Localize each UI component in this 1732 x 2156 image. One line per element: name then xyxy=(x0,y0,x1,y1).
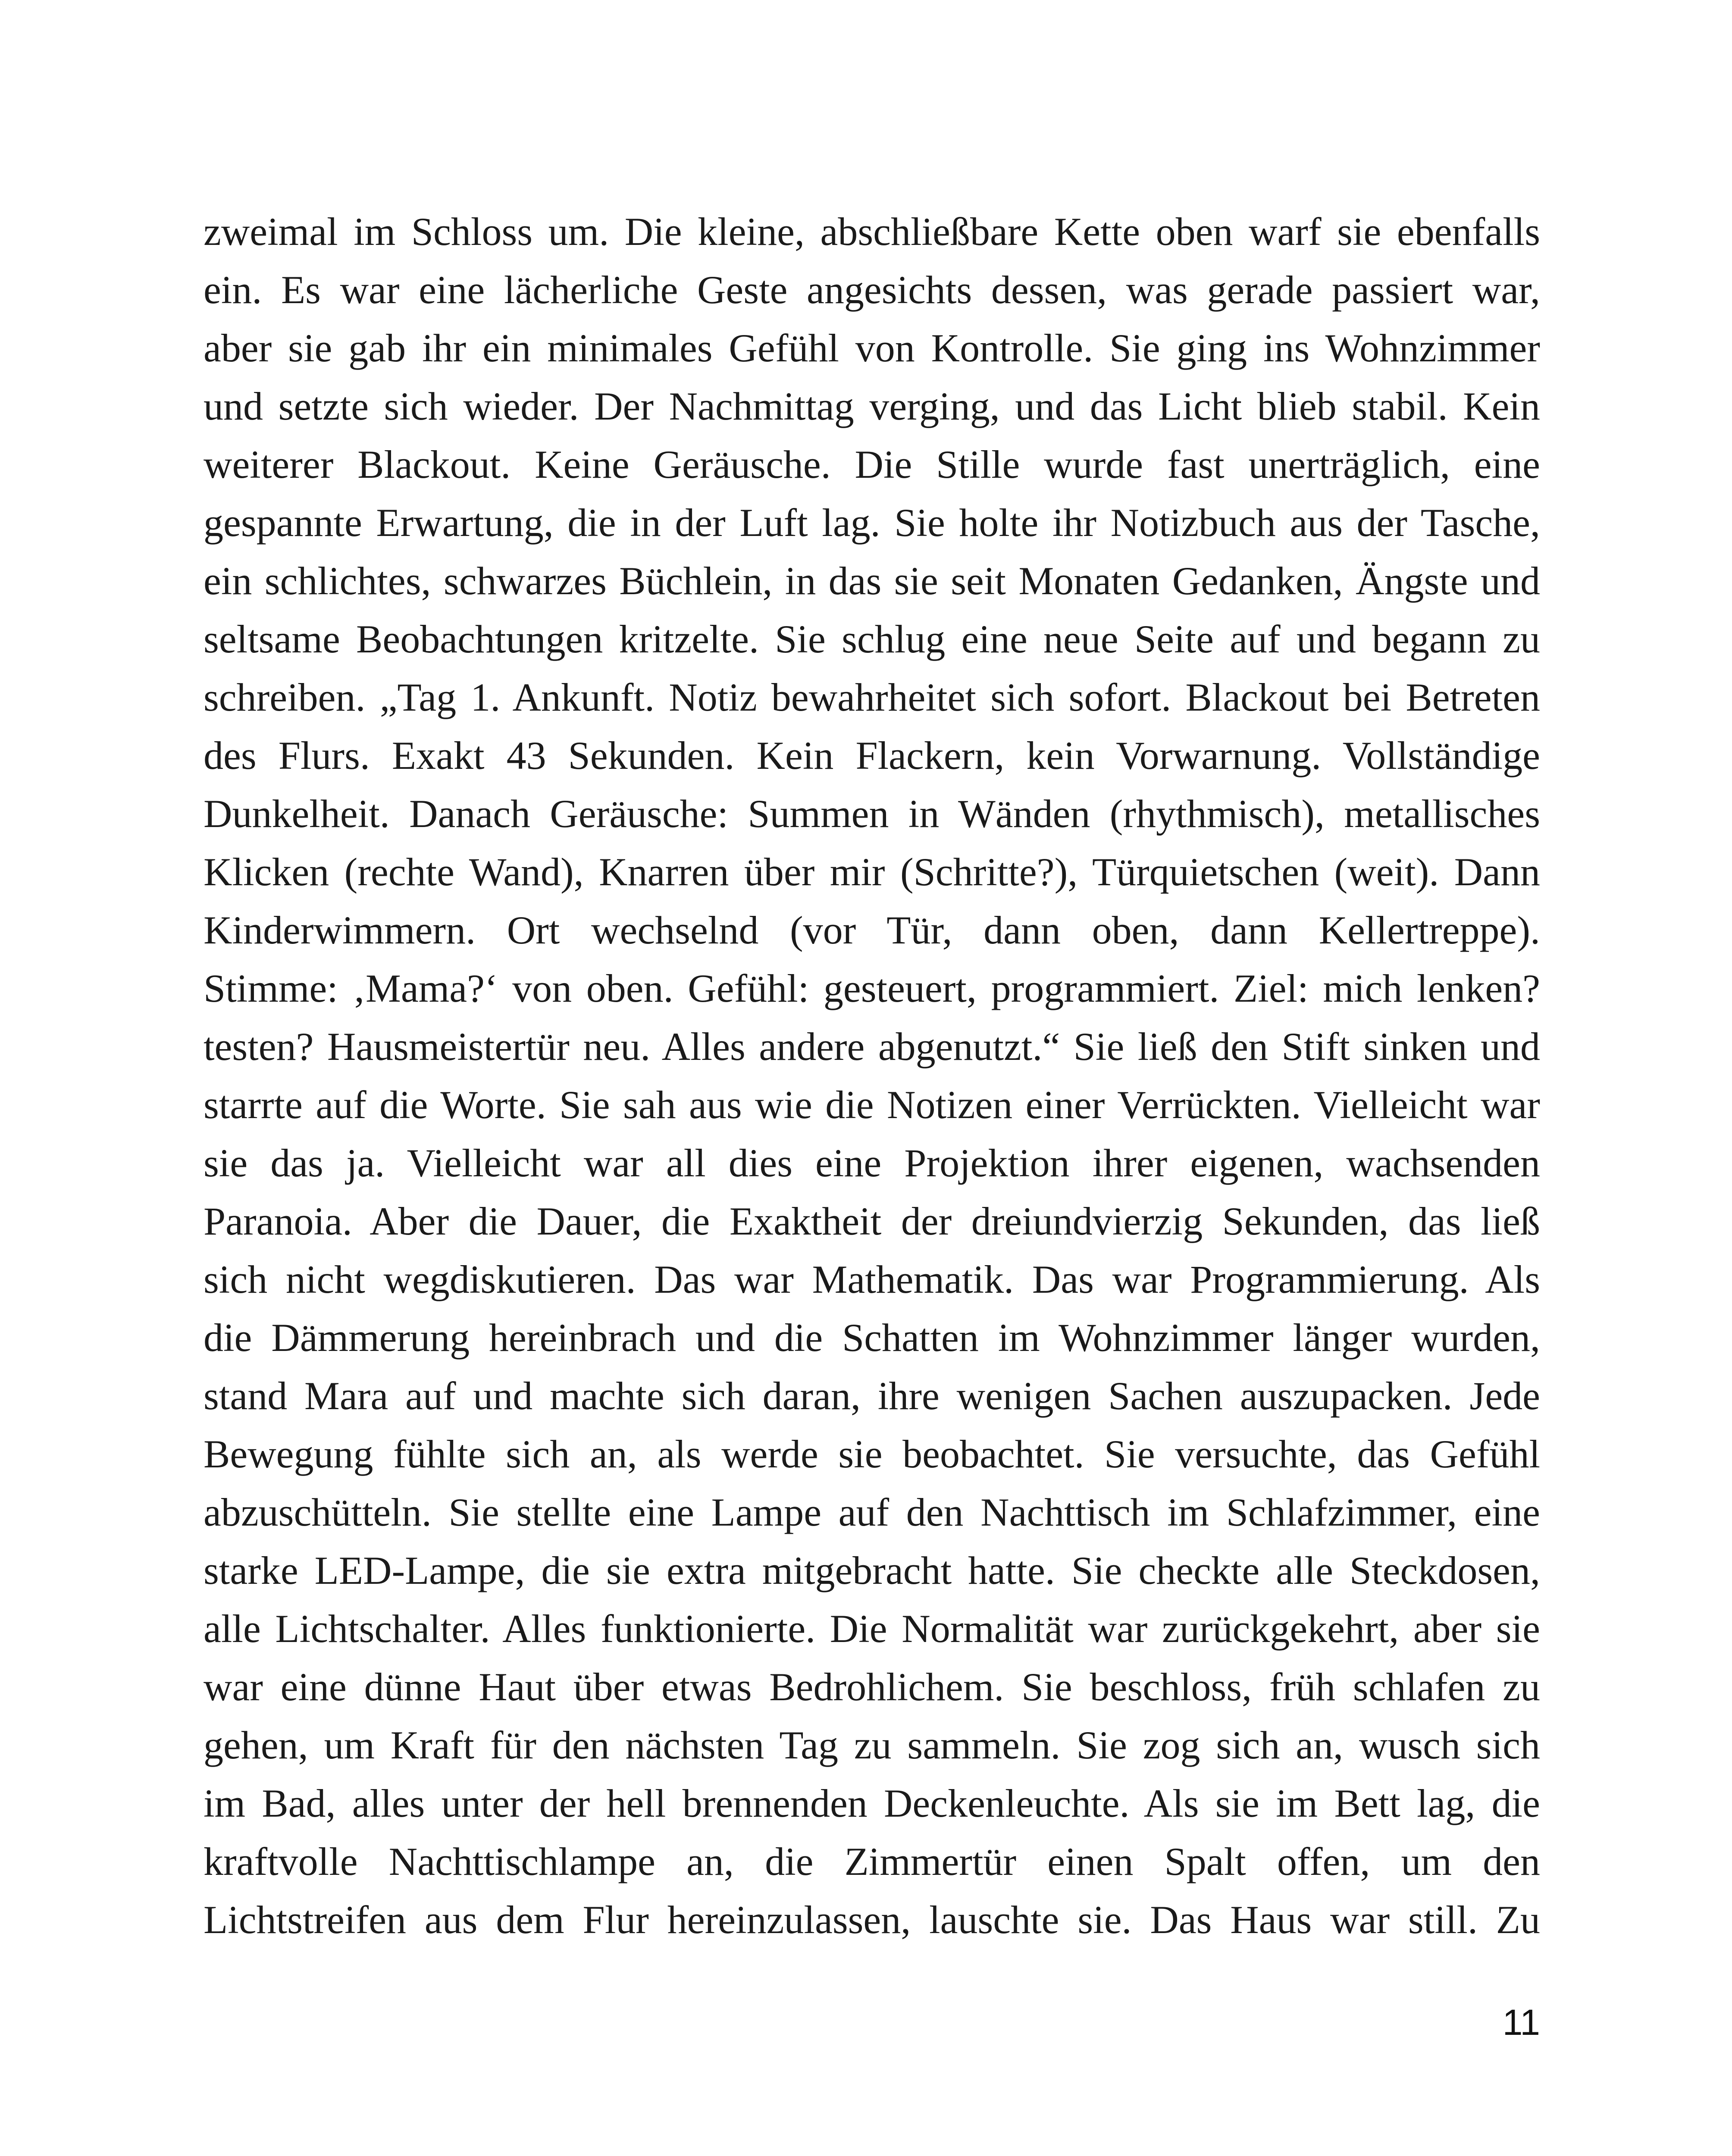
text-line: sie das ja. Vielleicht war all dies eine Projektion ihrer eigenen, wachsenden xyxy=(204,1141,1540,1185)
text-line: gespannte Erwartung, die in der Luft lag. Sie holte ihr Notizbuch aus der Tasche, xyxy=(204,501,1540,545)
body-text xyxy=(204,203,1540,1949)
text-line: starke LED-Lampe, die sie extra mitgebracht hatte. Sie checkte alle Steckdosen, xyxy=(204,1548,1540,1592)
text-line: die Dämmerung hereinbrach und die Schatten im Wohnzimmer länger wurden, xyxy=(204,1316,1540,1360)
text-line: Dunkelheit. Danach Geräusche: Summen in Wänden (rhythmisch), metallisches xyxy=(204,792,1540,836)
text-line: sich nicht wegdiskutieren. Das war Mathematik. Das war Programmierung. Als xyxy=(204,1257,1540,1301)
text-line: Paranoia. Aber die Dauer, die Exaktheit der dreiundvierzig Sekunden, das ließ xyxy=(204,1199,1540,1243)
text-line: Stimme: ‚Mama?‘ von oben. Gefühl: gesteuert, programmiert. Ziel: mich lenken? xyxy=(204,966,1540,1010)
text-line: Bewegung fühlte sich an, als werde sie beobachtet. Sie versuchte, das Gefühl xyxy=(204,1432,1540,1476)
text-line: ein. Es war eine lächerliche Geste angesichts dessen, was gerade passiert war, xyxy=(204,268,1540,312)
text-line: zweimal im Schloss um. Die kleine, abschließbare Kette oben warf sie ebenfalls xyxy=(204,210,1540,254)
text-line: abzuschütteln. Sie stellte eine Lampe auf den Nachttisch im Schlafzimmer, eine xyxy=(204,1490,1540,1534)
text-line: weiterer Blackout. Keine Geräusche. Die Stille wurde fast unerträglich, eine xyxy=(204,442,1540,486)
text-line: stand Mara auf und machte sich daran, ihre wenigen Sachen auszupacken. Jede xyxy=(204,1374,1540,1418)
text-line: war eine dünne Haut über etwas Bedrohlichem. Sie beschloss, früh schlafen zu xyxy=(204,1665,1540,1709)
text-line: aber sie gab ihr ein minimales Gefühl von Kontrolle. Sie ging ins Wohnzimmer xyxy=(204,326,1540,370)
text-line: des Flurs. Exakt 43 Sekunden. Kein Flackern, kein Vorwarnung. Vollständige xyxy=(204,733,1540,777)
text-line: im Bad, alles unter der hell brennenden Deckenleuchte. Als sie im Bett lag, die xyxy=(204,1781,1540,1825)
page-number: 11 xyxy=(1502,2002,1540,2043)
text-line: Klicken (rechte Wand), Knarren über mir (Schritte?), Türquietschen (weit). Dann xyxy=(204,850,1540,894)
text-line: Kinderwimmern. Ort wechselnd (vor Tür, dann oben, dann Kellertreppe). xyxy=(204,908,1540,952)
text-line: und setzte sich wieder. Der Nachmittag verging, und das Licht blieb stabil. Kein xyxy=(204,384,1540,428)
text-line: kraftvolle Nachttischlampe an, die Zimmertür einen Spalt offen, um den xyxy=(204,1839,1540,1883)
text-line: alle Lichtschalter. Alles funktionierte. Die Normalität war zurückgekehrt, aber sie xyxy=(204,1607,1540,1651)
text-line: starrte auf die Worte. Sie sah aus wie die Notizen einer Verrückten. Vielleicht war xyxy=(204,1083,1540,1127)
text-line: ein schlichtes, schwarzes Büchlein, in das sie seit Monaten Gedanken, Ängste und xyxy=(204,559,1540,603)
text-line: gehen, um Kraft für den nächsten Tag zu sammeln. Sie zog sich an, wusch sich xyxy=(204,1723,1540,1767)
text-line: testen? Hausmeistertür neu. Alles andere abgenutzt.“ Sie ließ den Stift sinken und xyxy=(204,1025,1540,1069)
text-line: seltsame Beobachtungen kritzelte. Sie schlug eine neue Seite auf und begann zu xyxy=(204,617,1540,661)
text-line: schreiben. „Tag 1. Ankunft. Notiz bewahrheitet sich sofort. Blackout bei Betreten xyxy=(204,675,1540,719)
text-line: Lichtstreifen aus dem Flur hereinzulassen, lauschte sie. Das Haus war still. Zu xyxy=(204,1898,1540,1942)
